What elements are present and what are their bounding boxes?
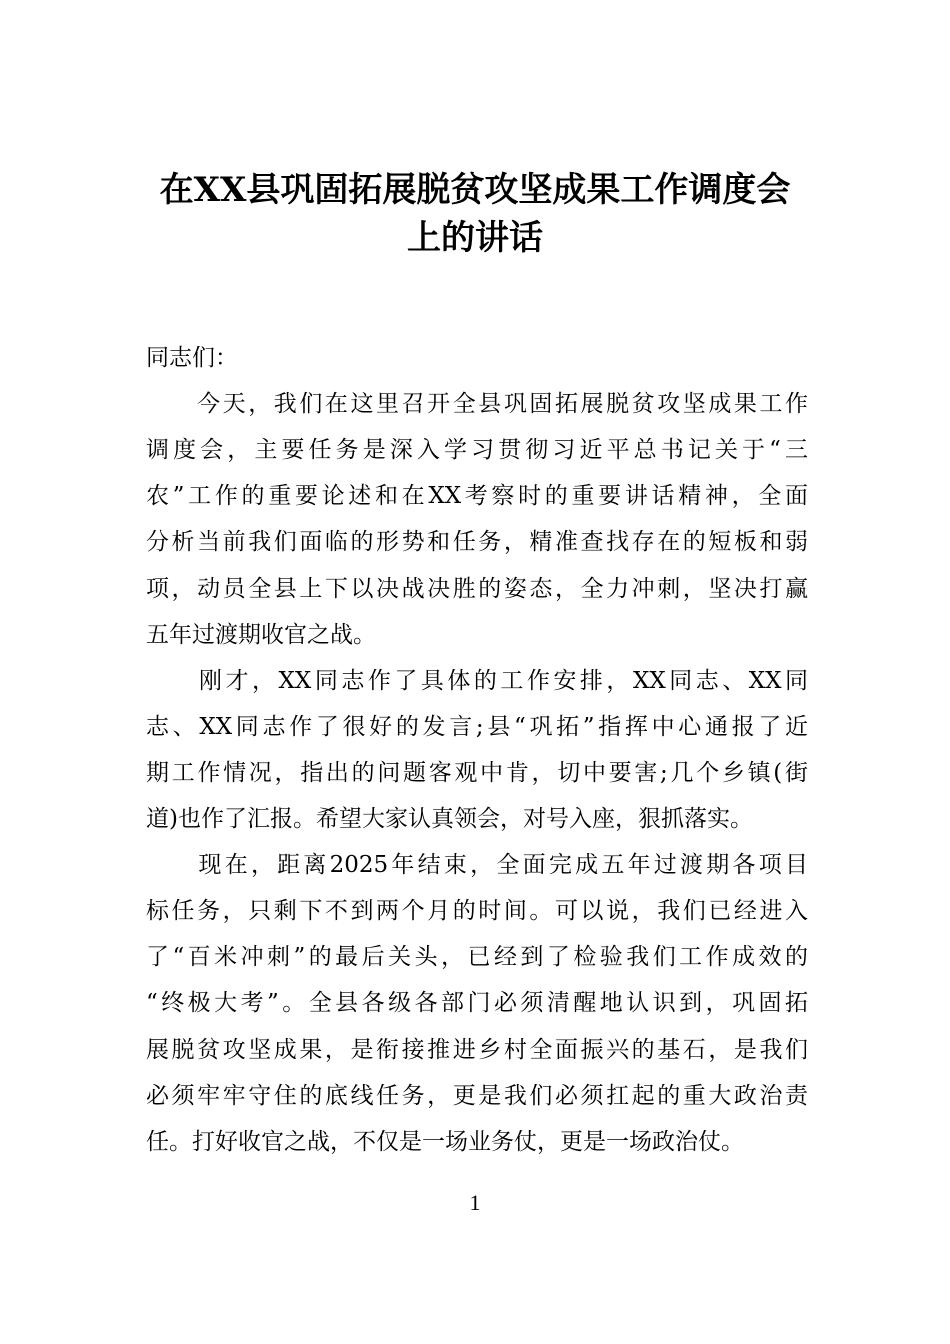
text-line: 农”工作的重要论述和在XX考察时的重要讲话精神，全面 bbox=[146, 483, 808, 510]
text-line: 刚才，XX同志作了具体的工作安排，XX同志、XX同 bbox=[146, 667, 808, 694]
text-line: 展脱贫攻坚成果，是衔接推进乡村全面振兴的基石，是我们 bbox=[146, 1036, 808, 1063]
text-line: 现在，距离2025年结束，全面完成五年过渡期各项目 bbox=[146, 852, 808, 879]
text-line: 标任务，只剩下不到两个月的时间。可以说，我们已经进入 bbox=[146, 898, 808, 925]
title-line-1: 在XX县巩固拓展脱贫攻坚成果工作调度会 bbox=[159, 170, 791, 210]
text-line: “终极大考”。全县各级各部门必须清醒地认识到，巩固拓 bbox=[146, 990, 808, 1017]
text-line: 分析当前我们面临的形势和任务，精准查找存在的短板和弱 bbox=[146, 529, 808, 556]
text-line: 任。打好收官之战，不仅是一场业务仗，更是一场政治仗。 bbox=[146, 1128, 744, 1155]
text-line: 项，动员全县上下以决战决胜的姿态，全力冲刺，坚决打赢 bbox=[146, 575, 808, 602]
text-line: 必须牢牢守住的底线任务，更是我们必须扛起的重大政治责 bbox=[146, 1082, 808, 1109]
page-number: 1 bbox=[469, 1190, 481, 1215]
text-line: 了“百米冲刺”的最后关头，已经到了检验我们工作成效的 bbox=[146, 944, 808, 971]
title-line-2: 上的讲话 bbox=[407, 218, 543, 258]
text-line: 道)也作了汇报。希望大家认真领会，对号入座，狠抓落实。 bbox=[146, 806, 753, 832]
text-line: 调度会，主要任务是深入学习贯彻习近平总书记关于“三 bbox=[146, 437, 808, 464]
text-line: 今天，我们在这里召开全县巩固拓展脱贫攻坚成果工作 bbox=[146, 391, 808, 418]
text-line: 五年过渡期收官之战。 bbox=[146, 621, 376, 648]
text-line: 志、XX同志作了很好的发言;县“巩拓”指挥中心通报了近 bbox=[146, 713, 808, 740]
text-line: 期工作情况，指出的问题客观中肯，切中要害;几个乡镇(街 bbox=[146, 759, 808, 786]
text-line: 同志们： bbox=[146, 345, 238, 371]
